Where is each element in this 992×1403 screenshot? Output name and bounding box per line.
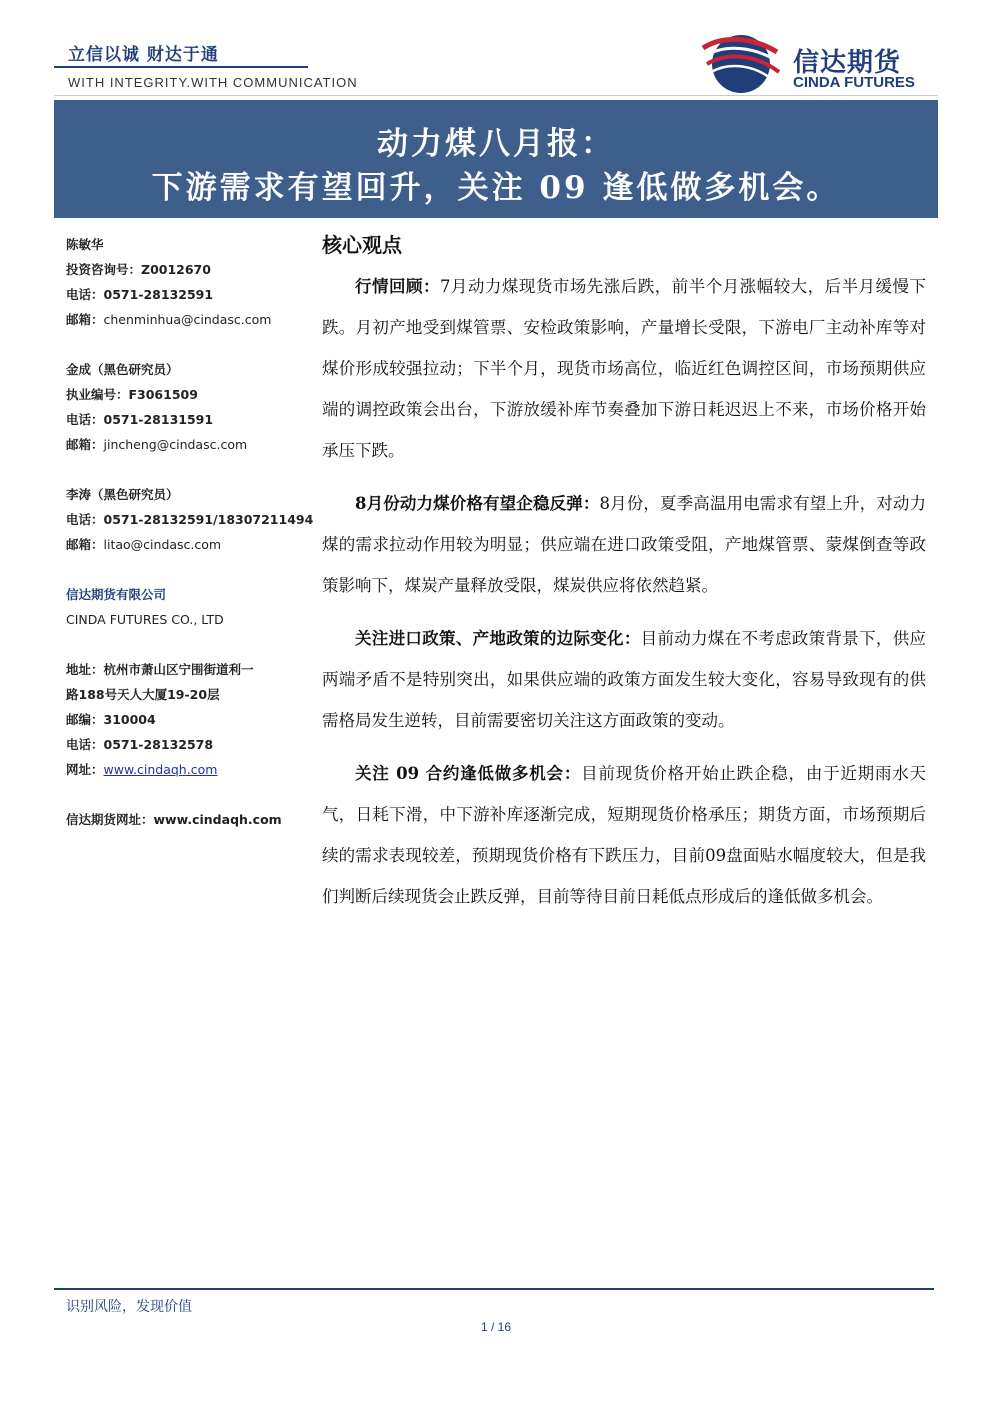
analyst-email: chenminhua@cindasc.com: [103, 312, 272, 327]
paragraph-lead: 8月份动力煤价格有望企稳反弹：: [355, 494, 600, 513]
paragraph-lead: 关注 09 合约逢低做多机会：: [355, 764, 582, 783]
company-name-en: CINDA FUTURES CO., LTD: [66, 612, 224, 627]
company-website-note: 信达期货网址：www.cindaqh.com: [66, 812, 282, 827]
contact-sidebar: [66, 232, 314, 832]
analyst-license: 投资咨询号：Z0012670: [66, 262, 211, 277]
address-line-2: 路188号天人大厦19-20层: [66, 687, 220, 702]
slogan-underline: [54, 66, 308, 68]
company-phone: 电话：0571-28132578: [66, 737, 214, 752]
analyst-block-3: [66, 482, 314, 557]
paragraph-trading-advice: [322, 753, 926, 917]
analyst-block-2: [66, 357, 302, 457]
analyst-phone: 电话：0571-28132591/18307211494: [66, 512, 314, 527]
slogan-cn: 立信以诚 财达于通: [68, 45, 219, 65]
email-label: 邮箱：: [66, 537, 104, 552]
analyst-license: 执业编号：F3061509: [66, 387, 198, 402]
paragraph-lead: 关注进口政策、产地政策的边际变化：: [355, 629, 641, 648]
report-title: 动力煤八月报：: [377, 126, 615, 162]
logo-text-en: CINDA FUTURES: [793, 74, 915, 91]
analyst-name: 金成（黑色研究员）: [66, 362, 179, 377]
analyst-phone: 电话：0571-28132591: [66, 287, 214, 302]
email-label: 邮箱：: [66, 312, 104, 327]
report-subtitle: 下游需求有望回升，关注 09 逢低做多机会。: [151, 170, 841, 206]
analyst-name: 陈敏华: [66, 237, 104, 252]
paragraph-lead: 行情回顾：: [355, 277, 440, 296]
address-line-1: 地址：杭州市萧山区宁围街道利一: [66, 662, 254, 677]
company-block: [66, 582, 302, 632]
footer-divider: [54, 1288, 934, 1290]
paragraph-text: 8月份，夏季高温用电需求有望上升，对动力煤的需求拉动作用较为明显；供应端在进口政策受阻，产地煤管票、蒙煤倒查等政策影响下，煤炭产量释放受限，煤炭供应将依然趋紧。: [322, 494, 927, 595]
logo-text-cn: 信达期货: [793, 48, 902, 78]
paragraph-text: 目前现货价格开始止跌企稳，由于近期雨水天气，日耗下滑，中下游补库逐渐完成，短期现货价格承压；期货方面，市场预期后续的需求表现较差，预期现货价格有下跌压力，目前09盘面贴水幅度较大，但是我们判断后续现货会止跌反弹，目前等待目前日耗低点形成后的逢低做多机会。: [322, 764, 927, 906]
website-link[interactable]: www.cindaqh.com: [103, 762, 218, 777]
paragraph-policy-watch: [322, 618, 926, 741]
analyst-phone: 电话：0571-28131591: [66, 412, 214, 427]
cinda-logo-icon: [699, 30, 781, 94]
title-banner: [54, 100, 938, 218]
footer-slogan: 识别风险，发现价值: [66, 1299, 192, 1315]
analyst-name: 李涛（黑色研究员）: [66, 487, 179, 502]
email-label: 邮箱：: [66, 437, 104, 452]
address-block: [66, 657, 302, 782]
header-divider: [54, 95, 938, 96]
postcode: 邮编：310004: [66, 712, 156, 727]
analyst-block-1: [66, 232, 302, 332]
analyst-email: litao@cindasc.com: [103, 537, 222, 552]
company-name-cn: 信达期货有限公司: [66, 587, 167, 602]
paragraph-market-review: [322, 266, 926, 471]
analyst-email: jincheng@cindasc.com: [103, 437, 248, 452]
page-number: 1 / 16: [480, 1320, 512, 1334]
paragraph-august-outlook: [322, 483, 926, 606]
paragraph-text: 7月动力煤现货市场先涨后跌，前半个月涨幅较大，后半月缓慢下跌。月初产地受到煤管票、安检政策影响，产量增长受限，下游电厂主动补库等对煤价形成较强拉动；下半个月，现货市场高位，临近红色调控区间，市场预期供应端的调控政策会出台，下游放缓补库节奏叠加下游日耗迟迟上不来，市场价格开始承压下跌。: [322, 277, 927, 460]
paragraph-text: 目前动力煤在不考虑政策背景下，供应两端矛盾不是特别突出，如果供应端的政策方面发生较大变化，容易导致现有的供需格局发生逆转，目前需要密切关注这方面政策的变动。: [322, 629, 927, 730]
slogan-en: WITH INTEGRITY.WITH COMMUNICATION: [68, 75, 358, 90]
website-label: 网址：: [66, 762, 104, 777]
section-heading: 核心观点: [322, 233, 402, 257]
main-content: [322, 230, 926, 929]
